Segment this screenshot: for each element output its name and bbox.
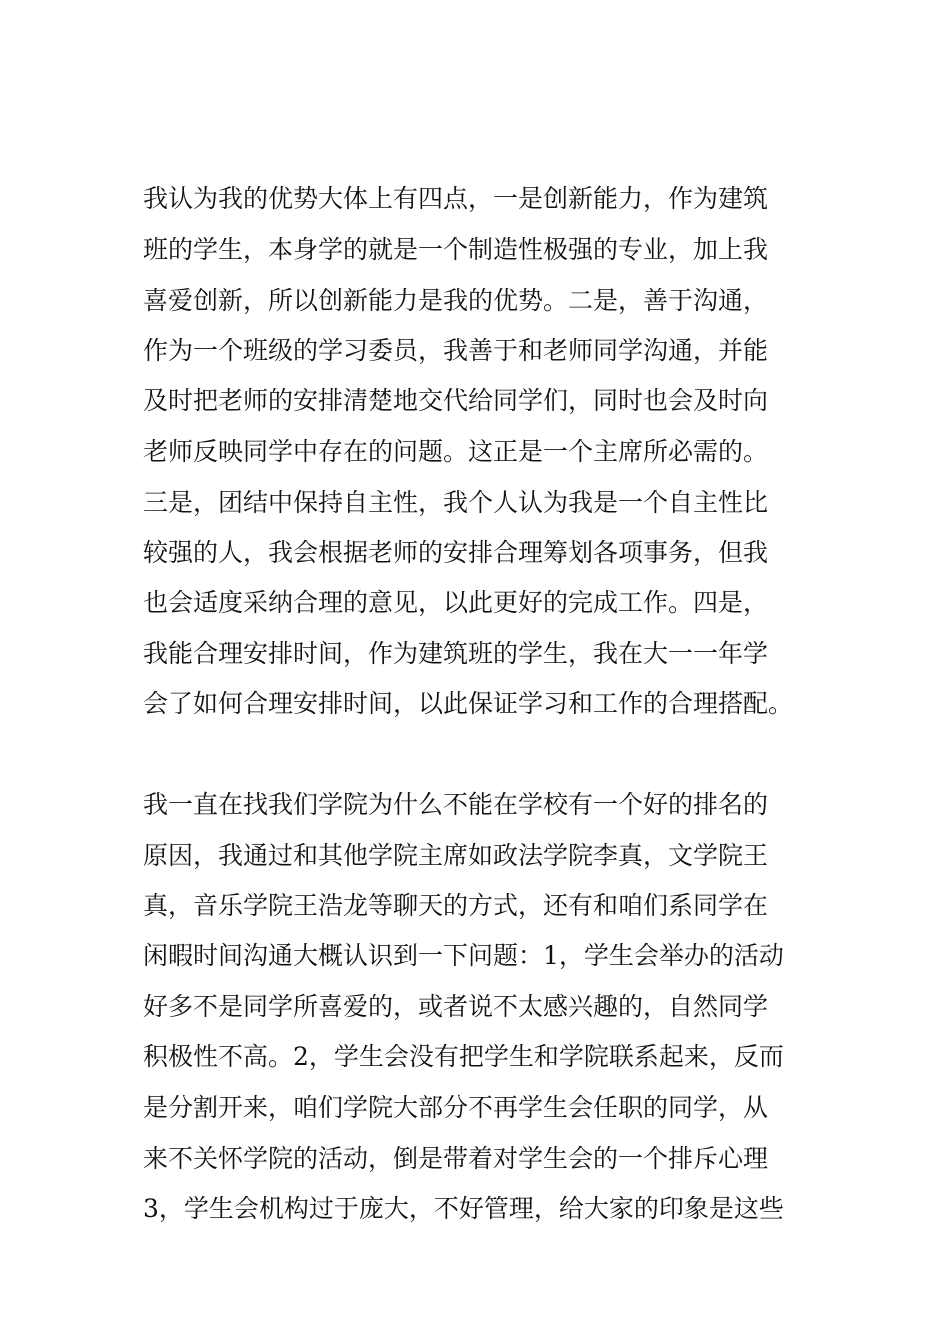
text-line: 真，音乐学院王浩龙等聊天的方式，还有和咱们系同学在	[143, 891, 769, 920]
text-line: 是分割开来，咱们学院大部分不再学生会任职的同学，从	[143, 1093, 769, 1122]
text-line: 来不关怀学院的活动，倒是带着对学生会的一个排斥心理	[143, 1144, 769, 1173]
text-line: 班的学生，本身学的就是一个制造性极强的专业，加上我	[143, 235, 769, 264]
text-line: 我认为我的优势大体上有四点，一是创新能力，作为建筑	[143, 184, 769, 213]
text-line: 老师反映同学中存在的问题。这正是一个主席所必需的。	[143, 437, 769, 466]
text-line: 及时把老师的安排清楚地交代给同学们，同时也会及时向	[143, 386, 769, 415]
text-line: 我一直在找我们学院为什么不能在学校有一个好的排名的	[143, 790, 769, 819]
text-line: 作为一个班级的学习委员，我善于和老师同学沟通，并能	[143, 336, 769, 365]
text-line: 闲暇时间沟通大概认识到一下问题：1，学生会举办的活动	[143, 941, 784, 970]
text-line: 也会适度采纳合理的意见，以此更好的完成工作。四是，	[143, 588, 769, 617]
text-line: 积极性不高。2，学生会没有把学生和学院联系起来，反而	[143, 1042, 784, 1071]
text-line: 我能合理安排时间，作为建筑班的学生，我在大一一年学	[143, 639, 769, 668]
text-line: 原因，我通过和其他学院主席如政法学院李真，文学院王	[143, 841, 769, 870]
text-line: 会了如何合理安排时间，以此保证学习和工作的合理搭配。	[143, 689, 794, 718]
text-line: 好多不是同学所喜爱的，或者说不太感兴趣的，自然同学	[143, 992, 769, 1021]
text-line: 较强的人，我会根据老师的安排合理筹划各项事务，但我	[143, 538, 769, 567]
text-line: 3，学生会机构过于庞大，不好管理，给大家的印象是这些	[143, 1194, 784, 1223]
text-line: 三是，团结中保持自主性，我个人认为我是一个自主性比	[143, 488, 769, 517]
text-line: 喜爱创新，所以创新能力是我的优势。二是，善于沟通，	[143, 286, 769, 315]
